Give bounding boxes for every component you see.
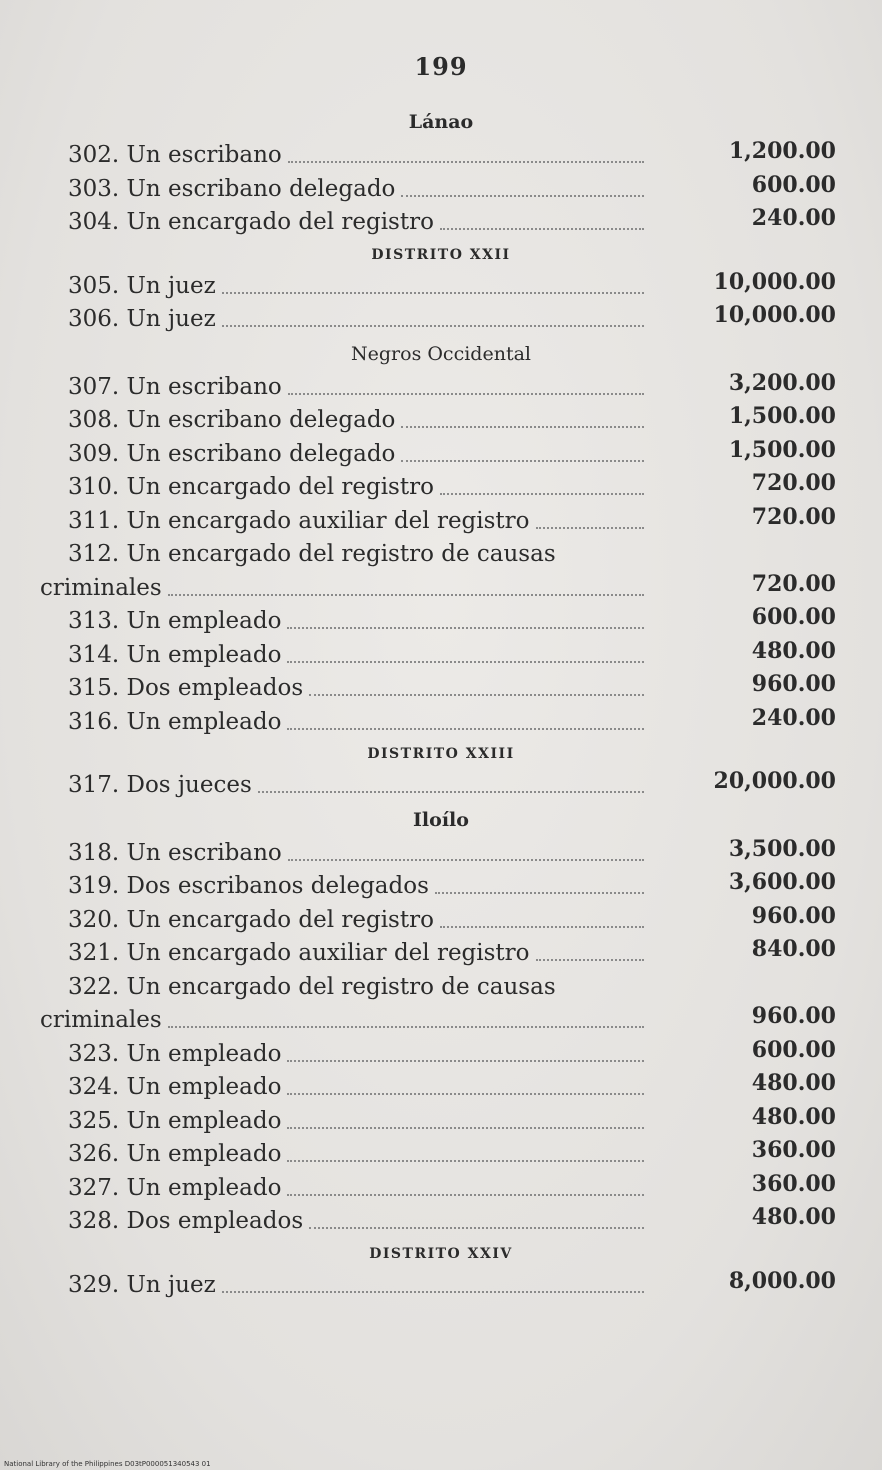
section-heading: Negros Occidental xyxy=(351,342,531,365)
list-item xyxy=(40,1038,840,1072)
item-text: 318. Un escribano xyxy=(68,839,282,866)
list-item xyxy=(40,1269,840,1303)
dot-leader xyxy=(287,1060,644,1062)
item-text: 305. Un juez xyxy=(68,272,216,299)
item-amount: 20,000.00 xyxy=(713,768,836,794)
item-amount: 240.00 xyxy=(751,704,836,731)
item-text: 320. Un encargado del registro xyxy=(68,906,434,933)
item-amount: 720.00 xyxy=(751,470,836,496)
list-item xyxy=(40,538,840,572)
dot-leader xyxy=(435,892,644,894)
item-amount: 720.00 xyxy=(751,570,836,597)
section-heading: DISTRITO XXII xyxy=(371,246,511,263)
list-item xyxy=(40,639,840,673)
item-amount: 840.00 xyxy=(751,936,836,962)
list-item xyxy=(40,404,840,438)
item-amount: 600.00 xyxy=(751,604,836,630)
dot-leader xyxy=(287,627,644,629)
list-item xyxy=(40,1172,840,1206)
dot-leader xyxy=(222,292,644,294)
dot-leader xyxy=(287,1093,644,1095)
dot-leader xyxy=(287,1194,644,1196)
item-amount: 960.00 xyxy=(751,1003,836,1029)
dot-leader xyxy=(287,661,644,663)
list-item xyxy=(40,1138,840,1172)
dot-leader xyxy=(401,426,644,428)
budget-listing xyxy=(40,105,840,1302)
dot-leader xyxy=(309,1227,644,1229)
item-text: 306. Un juez xyxy=(68,306,216,332)
item-amount: 480.00 xyxy=(751,1070,836,1096)
item-text: 326. Un empleado xyxy=(68,1141,282,1167)
list-item xyxy=(40,471,840,505)
item-amount: 240.00 xyxy=(751,205,836,231)
item-amount: 10,000.00 xyxy=(713,268,836,295)
section-heading: Lánao xyxy=(408,111,474,133)
dot-leader xyxy=(440,493,644,495)
item-amount: 10,000.00 xyxy=(713,302,836,328)
item-text: 314. Un empleado xyxy=(68,641,282,668)
item-text: 308. Un escribano delegado xyxy=(68,407,396,433)
list-item xyxy=(40,438,840,472)
page-number: 199 xyxy=(414,52,468,81)
dot-leader xyxy=(287,728,644,730)
item-text: 328. Dos empleados xyxy=(68,1208,304,1234)
item-continuation-text: criminales xyxy=(40,574,162,601)
dot-leader xyxy=(401,195,644,197)
section-heading: DISTRITO XXIV xyxy=(369,1245,513,1262)
item-text: 329. Un juez xyxy=(68,1271,216,1298)
list-item xyxy=(40,270,840,304)
dot-leader xyxy=(309,694,644,696)
item-text: 315. Dos empleados xyxy=(68,675,304,701)
item-amount: 960.00 xyxy=(751,671,836,697)
list-item xyxy=(40,1205,840,1239)
list-item xyxy=(40,769,840,803)
dot-leader xyxy=(258,791,644,793)
item-text: 323. Un empleado xyxy=(68,1040,282,1067)
list-item xyxy=(40,371,840,405)
dot-leader xyxy=(536,959,644,961)
dot-leader xyxy=(168,594,644,596)
list-item xyxy=(40,1105,840,1139)
item-amount: 1,500.00 xyxy=(728,436,836,463)
list-item-continuation xyxy=(40,572,840,606)
item-amount: 480.00 xyxy=(751,637,836,664)
item-amount: 360.00 xyxy=(751,1170,836,1197)
item-text: 304. Un encargado del registro xyxy=(68,209,434,235)
list-item xyxy=(40,904,840,938)
item-continuation-text: criminales xyxy=(40,1007,162,1033)
dot-leader xyxy=(440,926,644,928)
dot-leader xyxy=(440,228,644,230)
item-text: 322. Un encargado del registro de causas xyxy=(68,973,556,1000)
item-text: 327. Un empleado xyxy=(68,1174,282,1201)
list-item xyxy=(40,706,840,740)
dot-leader xyxy=(288,161,644,163)
item-amount: 720.00 xyxy=(751,503,836,530)
list-item xyxy=(40,505,840,539)
footer-note: National Library of the Philippines D03tP000051340543 01 xyxy=(4,1460,211,1468)
item-text: 307. Un escribano xyxy=(68,373,282,400)
list-item xyxy=(40,303,840,337)
list-item xyxy=(40,937,840,971)
item-text: 302. Un escribano xyxy=(68,142,282,168)
item-text: 319. Dos escribanos delegados xyxy=(68,873,429,899)
dot-leader xyxy=(222,325,644,327)
item-text: 310. Un encargado del registro xyxy=(68,474,434,500)
item-amount: 960.00 xyxy=(751,902,836,929)
list-item xyxy=(40,1071,840,1105)
dot-leader xyxy=(287,1127,644,1129)
item-text: 325. Un empleado xyxy=(68,1107,282,1134)
section-heading: DISTRITO XXIII xyxy=(367,746,515,762)
list-item xyxy=(40,870,840,904)
item-text: 316. Un empleado xyxy=(68,708,282,735)
item-text: 312. Un encargado del registro de causas xyxy=(68,541,556,567)
list-item xyxy=(40,837,840,871)
item-text: 317. Dos jueces xyxy=(68,772,252,798)
dot-leader xyxy=(287,1160,644,1162)
item-text: 303. Un escribano delegado xyxy=(68,175,396,202)
list-item xyxy=(40,672,840,706)
list-item xyxy=(40,139,840,173)
item-amount: 3,600.00 xyxy=(728,869,836,895)
dot-leader xyxy=(401,460,644,462)
item-amount: 1,500.00 xyxy=(728,403,836,429)
item-text: 311. Un encargado auxiliar del registro xyxy=(68,507,530,534)
item-amount: 3,200.00 xyxy=(728,369,836,396)
list-item xyxy=(40,206,840,240)
item-amount: 600.00 xyxy=(751,1036,836,1063)
list-item xyxy=(40,971,840,1005)
dot-leader xyxy=(288,393,644,395)
item-amount: 3,500.00 xyxy=(728,835,836,862)
item-amount: 360.00 xyxy=(751,1137,836,1163)
item-text: 313. Un empleado xyxy=(68,608,282,634)
dot-leader xyxy=(168,1026,644,1028)
dot-leader xyxy=(222,1291,644,1293)
item-amount: 1,200.00 xyxy=(728,138,836,164)
section-heading: Iloílo xyxy=(413,808,469,831)
item-text: 321. Un encargado auxiliar del registro xyxy=(68,940,530,966)
item-amount: 8,000.00 xyxy=(728,1267,836,1294)
list-item xyxy=(40,173,840,207)
item-amount: 480.00 xyxy=(751,1204,836,1230)
list-item xyxy=(40,605,840,639)
dot-leader xyxy=(288,859,644,861)
list-item-continuation xyxy=(40,1004,840,1038)
item-amount: 600.00 xyxy=(751,171,836,198)
item-text: 309. Un escribano delegado xyxy=(68,440,396,467)
item-amount: 480.00 xyxy=(751,1103,836,1130)
item-text: 324. Un empleado xyxy=(68,1074,282,1100)
dot-leader xyxy=(536,527,644,529)
